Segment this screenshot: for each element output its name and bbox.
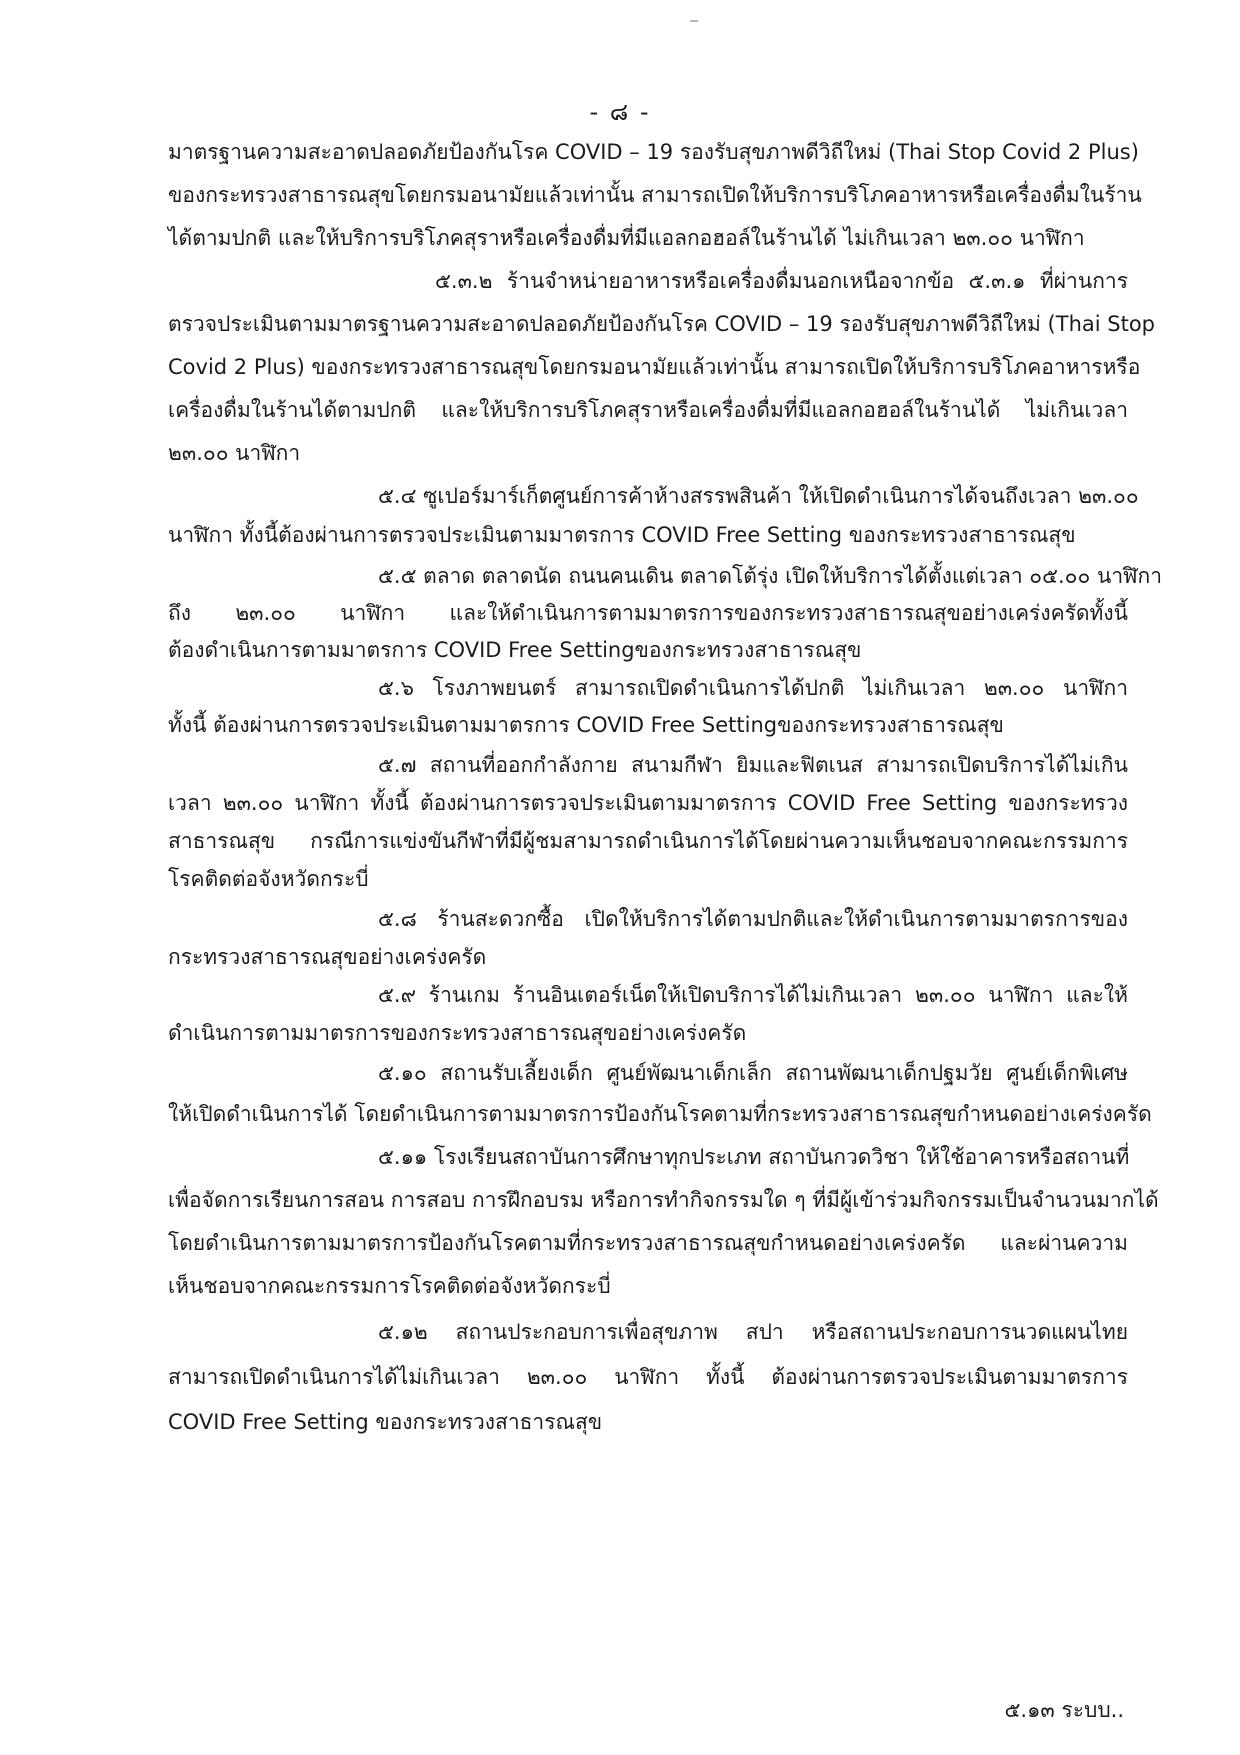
clause-heading-5-3-2: ๕.๓.๒ ร้านจำหน่ายอาหารหรือเครื่องดื่มนอกเหนือจากข้อ ๕.๓.๑ ที่ผ่านการ (435, 269, 1128, 293)
body-line: เวลา ๒๓.๐๐ นาฬิกา ทั้งนี้ ต้องผ่านการตรวจประเมินตามมาตรการ COVID Free Setting ของกระทรวง (168, 791, 1128, 815)
body-line: Covid 2 Plus) ของกระทรวงสาธารณสุขโดยกรมอนามัยแล้วเท่านั้น สามารถเปิดให้บริการบริโภคอาหารหรือ (168, 355, 1141, 379)
body-line: โดยดำเนินการตามมาตรการป้องกันโรคตามที่กระทรวงสาธารณสุขกำหนดอย่างเคร่งครัด และผ่านความ (168, 1231, 1128, 1255)
body-line: COVID Free Setting ของกระทรวงสาธารณสุข (168, 1410, 603, 1434)
body-line: สาธารณสุข กรณีการแข่งขันกีฬาที่มีผู้ชมสามารถดำเนินการได้โดยผ่านความเห็นชอบจากคณะกรรมการ (168, 829, 1128, 853)
page-number: - ๘ - (589, 98, 651, 126)
body-line: เครื่องดื่มในร้านได้ตามปกติ และให้บริการบริโภคสุราหรือเครื่องดื่มที่มีแอลกอฮอล์ในร้านได้ ไม่เกินเวลา (168, 398, 1128, 422)
clause-heading-5-7: ๕.๗ สถานที่ออกกำลังกาย สนามกีฬา ยิมและฟิตเนส สามารถเปิดบริการได้ไม่เกิน (378, 753, 1128, 777)
body-line: ทั้งนี้ ต้องผ่านการตรวจประเมินตามมาตรการ COVID Free Settingของกระทรวงสาธารณสุข (168, 713, 1004, 737)
body-line: ถึง ๒๓.๐๐ นาฬิกา และให้ดำเนินการตามมาตรการของกระทรวงสาธารณสุขอย่างเคร่งครัดทั้งนี้ (168, 601, 1128, 625)
body-line: เห็นชอบจากคณะกรรมการโรคติดต่อจังหวัดกระบี่ (168, 1274, 611, 1298)
continuation-reference: ๕.๑๓ ระบบ.. (1004, 1698, 1124, 1722)
body-line: ดำเนินการตามมาตรการของกระทรวงสาธารณสุขอย่างเคร่งครัด (168, 1021, 747, 1045)
body-line: นาฬิกา ทั้งนี้ต้องผ่านการตรวจประเมินตามมาตรการ COVID Free Setting ของกระทรวงสาธารณสุข (168, 523, 1076, 547)
body-line: ของกระทรวงสาธารณสุขโดยกรมอนามัยแล้วเท่านั้น สามารถเปิดให้บริการบริโภคอาหารหรือเครื่องดื่มในร้าน (168, 183, 1142, 207)
clause-heading-5-11: ๕.๑๑ โรงเรียนสถาบันการศึกษาทุกประเภท สถาบันกวดวิชา ให้ใช้อาคารหรือสถานที่ (378, 1145, 1130, 1169)
body-line: กระทรวงสาธารณสุขอย่างเคร่งครัด (168, 945, 487, 969)
clause-heading-5-6: ๕.๖ โรงภาพยนตร์ สามารถเปิดดำเนินการได้ปกติ ไม่เกินเวลา ๒๓.๐๐ นาฬิกา (378, 676, 1128, 700)
clause-heading-5-5: ๕.๕ ตลาด ตลาดนัด ถนนคนเดิน ตลาดโต้รุ่ง เปิดให้บริการได้ตั้งแต่เวลา ๐๕.๐๐ นาฬิกา (378, 564, 1163, 588)
body-line: สามารถเปิดดำเนินการได้ไม่เกินเวลา ๒๓.๐๐ นาฬิกา ทั้งนี้ ต้องผ่านการตรวจประเมินตามมาตรการ (168, 1365, 1128, 1389)
body-line: ต้องดำเนินการตามมาตรการ COVID Free Settingของกระทรวงสาธารณสุข (168, 638, 862, 662)
clause-heading-5-12: ๕.๑๒ สถานประกอบการเพื่อสุขภาพ สปา หรือสถานประกอบการนวดแผนไทย (378, 1320, 1128, 1344)
scan-artifact (690, 20, 698, 22)
clause-heading-5-8: ๕.๘ ร้านสะดวกซื้อ เปิดให้บริการได้ตามปกติและให้ดำเนินการตามมาตรการของ (378, 907, 1128, 931)
clause-heading-5-9: ๕.๙ ร้านเกม ร้านอินเตอร์เน็ตให้เปิดบริการได้ไม่เกินเวลา ๒๓.๐๐ นาฬิกา และให้ (378, 983, 1128, 1007)
body-line: ได้ตามปกติ และให้บริการบริโภคสุราหรือเครื่องดื่มที่มีแอลกอฮอล์ในร้านได้ ไม่เกินเวลา ๒๓.๐๐ นาฬิกา (168, 226, 1085, 250)
body-line: ให้เปิดดำเนินการได้ โดยดำเนินการตามมาตรการป้องกันโรคตามที่กระทรวงสาธารณสุขกำหนดอย่างเคร่งครัด (168, 1102, 1152, 1126)
clause-heading-5-10: ๕.๑๐ สถานรับเลี้ยงเด็ก ศูนย์พัฒนาเด็กเล็ก สถานพัฒนาเด็กปฐมวัย ศูนย์เด็กพิเศษ (378, 1061, 1128, 1085)
body-line: ๒๓.๐๐ นาฬิกา (168, 441, 301, 465)
body-line: โรคติดต่อจังหวัดกระบี่ (168, 867, 369, 891)
clause-heading-5-4: ๕.๔ ซูเปอร์มาร์เก็ตศูนย์การค้าห้างสรรพสินค้า ให้เปิดดำเนินการได้จนถึงเวลา ๒๓.๐๐ (378, 484, 1139, 508)
body-line: เพื่อจัดการเรียนการสอน การสอบ การฝึกอบรม หรือการทำกิจกรรมใด ๆ ที่มีผู้เข้าร่วมกิจกรรมเป็นจำนวนมากได้ (168, 1188, 1159, 1212)
body-line: ตรวจประเมินตามมาตรฐานความสะอาดปลอดภัยป้องกันโรค COVID – 19 รองรับสุขภาพดีวิถีใหม่ (Thai Stop (168, 312, 1156, 336)
body-line: มาตรฐานความสะอาดปลอดภัยป้องกันโรค COVID – 19 รองรับสุขภาพดีวิถีใหม่ (Thai Stop Covid 2 Plus) (168, 140, 1139, 164)
